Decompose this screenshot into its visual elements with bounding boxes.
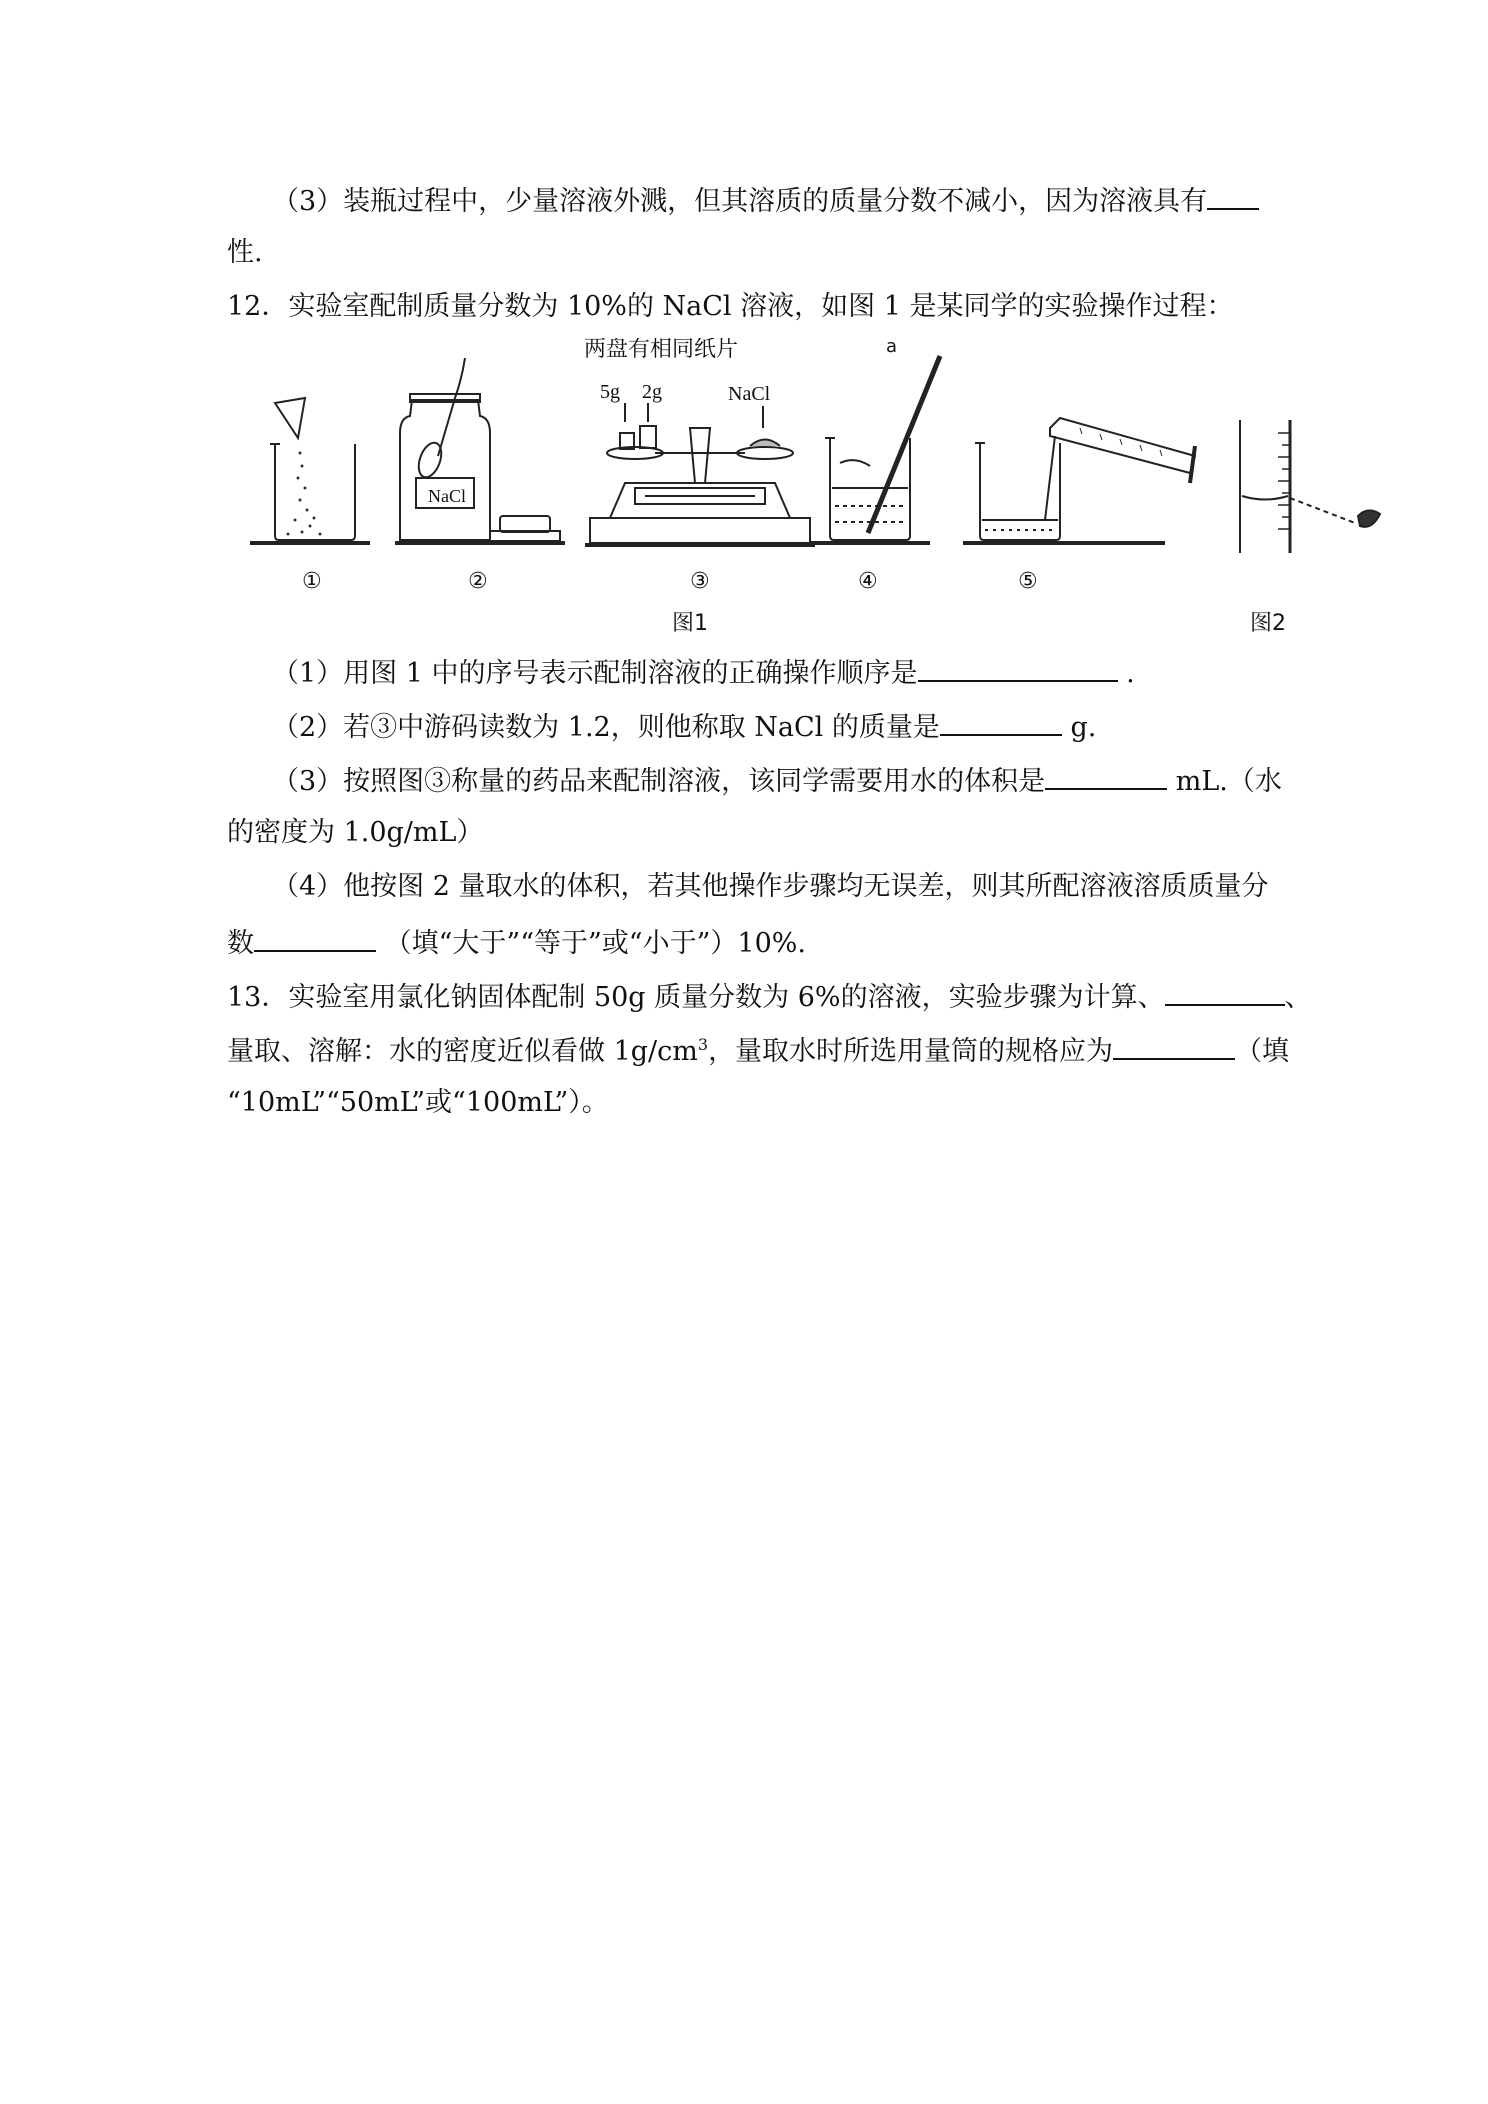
q12-stem: 12．实验室配制质量分数为 10%的 NaCl 溶液，如图 1 是某同学的实验操作过程： — [227, 291, 1234, 322]
balance-note: 两盘有相同纸片 — [584, 338, 739, 362]
step-label: ③ — [690, 569, 710, 594]
q13-text: 13．实验室用氯化钠固体配制 50g 质量分数为 6%的溶液，实验步骤为计算、 — [227, 982, 1165, 1013]
answer-blank[interactable] — [940, 708, 1062, 736]
q12-part2-text: （2）若③中游码读数为 1.2，则他称取 NaCl 的质量是 — [272, 712, 940, 743]
q11-part3-text: （3）装瓶过程中，少量溶液外溅，但其溶质的质量分数不减小，因为溶液具有 — [272, 186, 1208, 217]
q13-tail: 、 — [1284, 982, 1312, 1013]
step2-bottle-icon — [395, 358, 565, 543]
fig2-caption: 图2 — [1250, 611, 1286, 636]
answer-blank[interactable] — [1113, 1032, 1235, 1060]
q12-part3-tail: mL.（水 — [1167, 766, 1282, 797]
q11-part3-line1 — [272, 182, 1259, 219]
q13-line2-text: 量取、溶解：水的密度近似看做 1g/cm — [227, 1036, 698, 1067]
q12-part1 — [272, 654, 1135, 691]
superscript: 3 — [697, 1035, 709, 1054]
q12-part4: （4）他按图 2 量取水的体积，若其他操作步骤均无误差，则其所配溶液溶质质量分 — [272, 871, 1269, 902]
step4-beaker-rod-icon — [810, 356, 940, 543]
q13-line2-mid: ，量取水时所选用量筒的规格应为 — [708, 1036, 1114, 1067]
q12-part4-text: 数 — [227, 928, 254, 959]
q12-part2-tail: g. — [1061, 712, 1097, 743]
step1-beaker-icon — [250, 398, 370, 543]
q12-part3-text: （3）按照图③称量的药品来配制溶液，该同学需要用水的体积是 — [272, 766, 1046, 797]
step-label: ④ — [858, 569, 878, 594]
answer-blank[interactable] — [1165, 978, 1285, 1006]
q13-line1 — [227, 978, 1312, 1015]
q13-line2 — [227, 1032, 1289, 1069]
figure2-reading-icon — [1240, 420, 1380, 553]
q13-line3: “10mL”“50mL”或“100mL”）。 — [227, 1087, 609, 1118]
pan-label: NaCl — [728, 383, 771, 405]
q11-part3-line2: 性. — [227, 237, 263, 268]
weight-5g-label: 5g — [600, 381, 620, 403]
q12-part1-tail: . — [1117, 658, 1135, 689]
q12-part4-tail: （填“大于”“等于”或“小于”）10%. — [376, 928, 806, 959]
q12-part1-text: （1）用图 1 中的序号表示配制溶液的正确操作顺序是 — [272, 658, 918, 689]
experiment-figure — [250, 338, 1390, 643]
fig1-caption: 图1 — [672, 611, 708, 636]
step-label: ① — [302, 569, 322, 594]
step3-balance-icon — [585, 403, 815, 545]
q12-part4-line2 — [227, 924, 806, 961]
step-label: ② — [468, 569, 488, 594]
step-labels — [302, 569, 1038, 594]
rod-label: a — [886, 338, 898, 357]
q12-part3 — [272, 762, 1282, 799]
q13-line2-tail: （填 — [1235, 1036, 1290, 1067]
bottle-label: NaCl — [428, 486, 466, 506]
answer-blank[interactable] — [918, 654, 1118, 682]
answer-blank[interactable] — [1207, 182, 1259, 210]
q12-part2 — [272, 708, 1096, 745]
answer-blank[interactable] — [254, 924, 376, 952]
step5-pour-icon — [963, 418, 1195, 543]
answer-blank[interactable] — [1045, 762, 1167, 790]
step-label: ⑤ — [1018, 569, 1038, 594]
q12-part3-line2: 的密度为 1.0g/mL） — [227, 817, 484, 848]
weight-2g-label: 2g — [642, 381, 662, 403]
